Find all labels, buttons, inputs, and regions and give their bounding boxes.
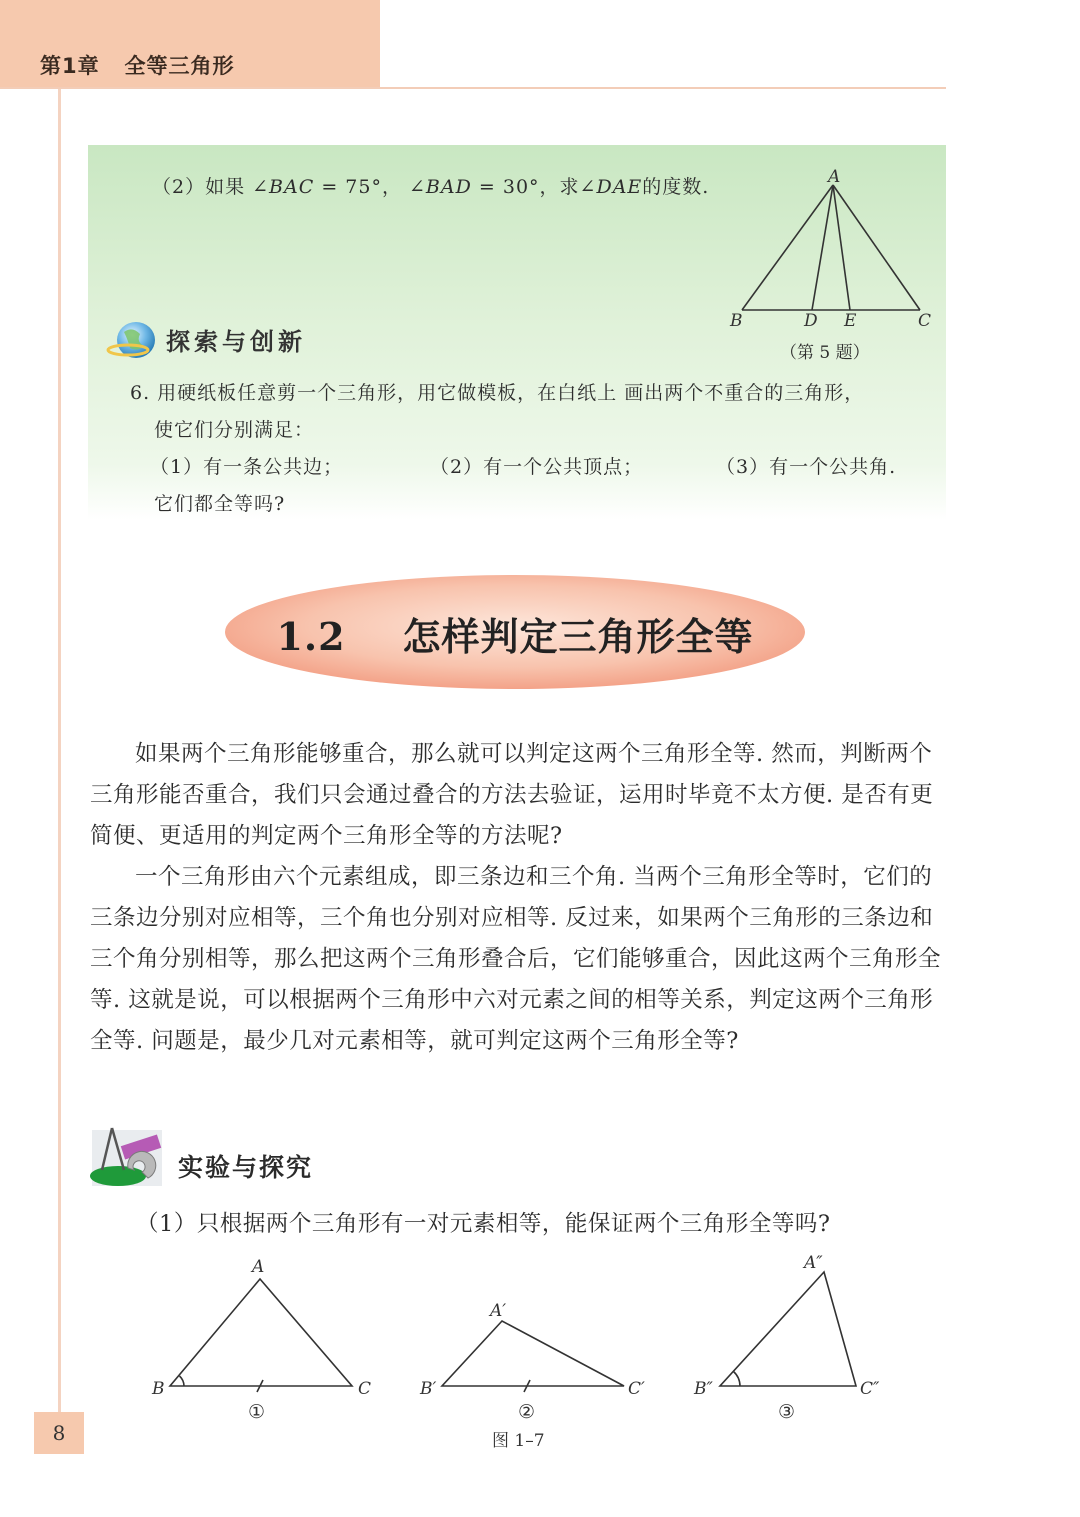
question-6-line2: 使它们分别满足： [154,419,315,441]
vertex-d-label: D [804,311,818,331]
header-rule [0,87,946,89]
globe-icon [106,318,162,364]
exercise-item-2: （2）如果 ∠BAC = 75°， ∠BAD = 30°，求∠DAE的度数. [152,176,710,198]
triangle-3 [720,1272,856,1386]
t3-vertex-b: B″ [694,1379,713,1399]
margin-rule [58,89,61,1414]
t2-vertex-a: A′ [490,1301,507,1321]
triangle-2 [442,1321,624,1386]
page-number: 8 [52,1421,66,1445]
t2-vertex-b: B′ [420,1379,437,1399]
problem-5-figure [720,160,940,335]
body-paragraph-1: 如果两个三角形能够重合，那么就可以判定这两个三角形全等. 然而，判断两个三角形能否重合，我们只会通过叠合的方法去验证，运用时毕竟不太方便. 是否有更简便、更适用的判定两个三角形全等的方法呢? [90,741,934,849]
question-6-line1: 6. 用硬纸板任意剪一个三角形，用它做模板，在白纸上 画出两个不重合的三角形， [130,382,865,404]
problem-5-caption: （第 5 题） [780,343,870,363]
triangle-1 [170,1279,352,1386]
t1-vertex-c: C [358,1379,372,1399]
vertex-a-label: A [828,167,841,187]
question-6-option-2: （2）有一个公共顶点； [430,456,644,478]
figure-1-7 [140,1250,900,1460]
question-6-option-3: （3）有一个公共角. [716,456,897,478]
t2-number: ② [518,1401,536,1423]
experiment-question-1: （1）只根据两个三角形有一对元素相等，能保证两个三角形全等吗? [136,1211,831,1237]
triangle-1-angle-mark [180,1376,185,1386]
question-6-line4: 它们都全等吗? [154,493,286,515]
t1-vertex-b: B [152,1379,165,1399]
t3-vertex-a: A″ [804,1253,823,1273]
body-paragraph-2: 一个三角形由六个元素组成，即三条边和三个角. 当两个三角形全等时，它们的三条边分别对应相等，三个角也分别对应相等. 反过来，如果两个三角形的三条边和三个角分别相等，那么把这两个三角形叠合后，它们能够重合，因此这两个三角形全等. 这就是说，可以根据两个三角形中六对元素之间的相等关系，判定这两个三角形全等. 问题是，最少几对元素相等，就可判定这两个三角形全等? [90,864,942,1054]
question-6-option-1: （1）有一条公共边； [150,456,344,478]
vertex-c-label: C [918,311,932,331]
vertex-e-label: E [844,311,857,331]
vertex-b-label: B [730,311,743,331]
chapter-title: 第1章 全等三角形 [40,54,235,78]
section-title: 1.2 怎样判定三角形全等 [276,614,754,659]
t2-vertex-c: C′ [628,1379,645,1399]
experiment-title: 实验与探究 [178,1153,314,1182]
page-number-box [34,1412,84,1454]
t1-vertex-a: A [252,1257,265,1277]
triangle-3-angle-mark [734,1372,741,1387]
t1-number: ① [248,1401,266,1423]
figure-1-7-caption: 图 1–7 [492,1431,545,1451]
compass-ruler-icon [88,1124,166,1190]
t3-number: ③ [778,1401,796,1423]
explore-innovate-title: 探索与创新 [166,327,306,356]
t3-vertex-c: C″ [860,1379,880,1399]
